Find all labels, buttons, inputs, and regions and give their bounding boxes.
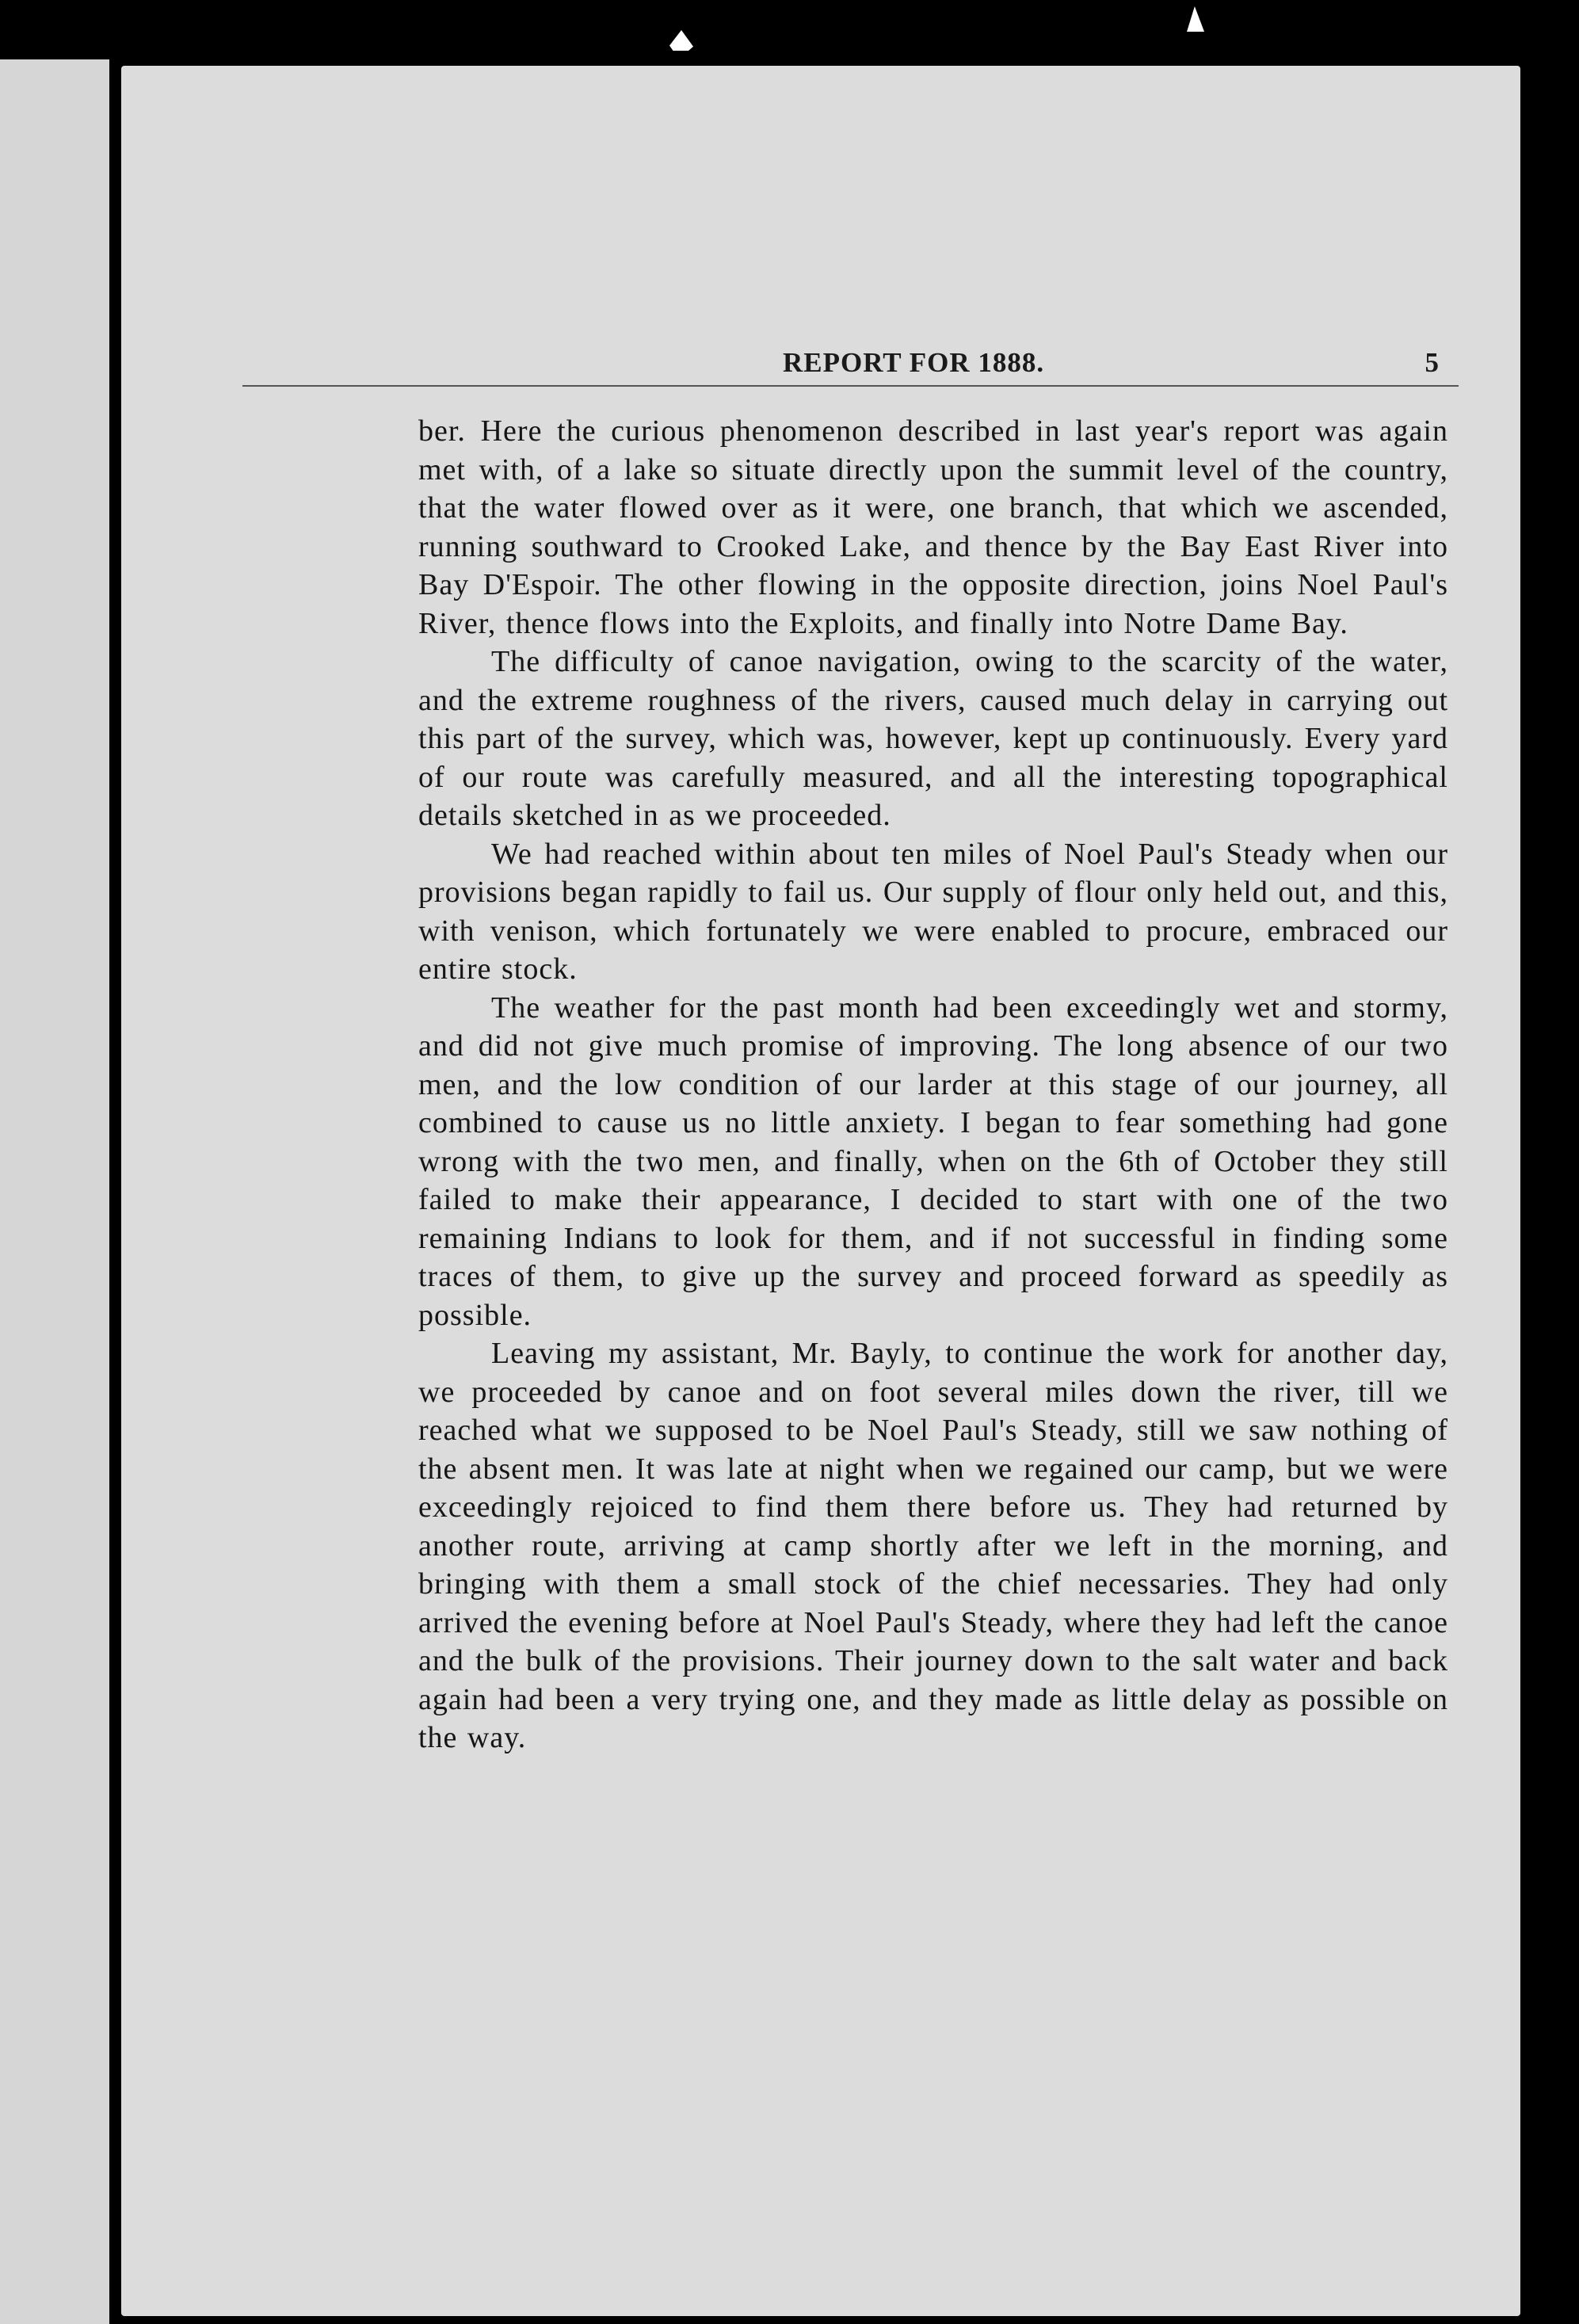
paragraph-4: The weather for the past month had been exceedingly wet and stormy, and did not give much promise of improving. The long absence of our two men, and the low condition of our larder at this stage of our journey, all combined to cause us no little anxiety. I began to fear something had gone wrong with the two men, and finally, when on the 6th of October they still failed to make their appearance, I decided to start with one of the two remaining Indians to look for them, and if not successful in finding some traces of them, to give up the survey and proceed forward as speedily as possible. <box>418 990 1448 1332</box>
body-text <box>418 412 1448 1757</box>
header-rule <box>242 385 1459 387</box>
paragraph-5: Leaving my assistant, Mr. Bayly, to continue the work for another day, we proceeded by canoe and on foot several miles down the river, till we reached what we supposed to be Noel Paul's Steady, still we saw nothing of the absent men. It was late at night when we regained our camp, but we were exceedingly rejoiced to find them there before us. They had returned by another route, arriving at camp shortly after we left in the morning, and bringing with them a small stock of the chief necessaries. They had only arrived the evening before at Noel Paul's Steady, where they had left the canoe and the bulk of the provisions. Their journey down to the salt water and back again had been a very trying one, and they made as little delay as possible on the way. <box>418 1337 1448 1754</box>
page-header <box>306 280 1470 378</box>
scan-mark-left <box>669 30 693 51</box>
scanned-page <box>121 66 1520 2316</box>
running-title: REPORT FOR 1888. <box>783 347 1045 378</box>
paragraph-3: We had reached within about ten miles of Noel Paul's Steady when our provisions began rapidly to fail us. Our supply of flour only held out, and this, with venison, which fortunately we were enabled to procure, embraced our entire stock. <box>418 837 1448 986</box>
paragraph-1: ber. Here the curious phenomenon described in last year's report was again met with, of a lake so situate directly upon the summit level of the country, that the water flowed over as it were, one branch, that which we ascended, running southward to Crooked Lake, and thence by the Bay East River into Bay D'Espoir. The other flowing in the opposite direction, joins Noel Paul's River, thence flows into the Exploits, and finally into Notre Dame Bay. <box>418 414 1448 640</box>
scan-mark-right <box>1187 6 1204 32</box>
page-gutter-line <box>109 59 117 2324</box>
paragraph-2: The difficulty of canoe navigation, owing to the scarcity of the water, and the extreme roughness of the rivers, caused much delay in carrying out this part of the survey, which was, however, kept up continuously. Every yard of our route was carefully measured, and all the interesting topographical details sketched in as we proceeded. <box>418 645 1448 832</box>
facing-page-edge <box>0 59 109 2324</box>
page-number: 5 <box>1425 347 1439 378</box>
